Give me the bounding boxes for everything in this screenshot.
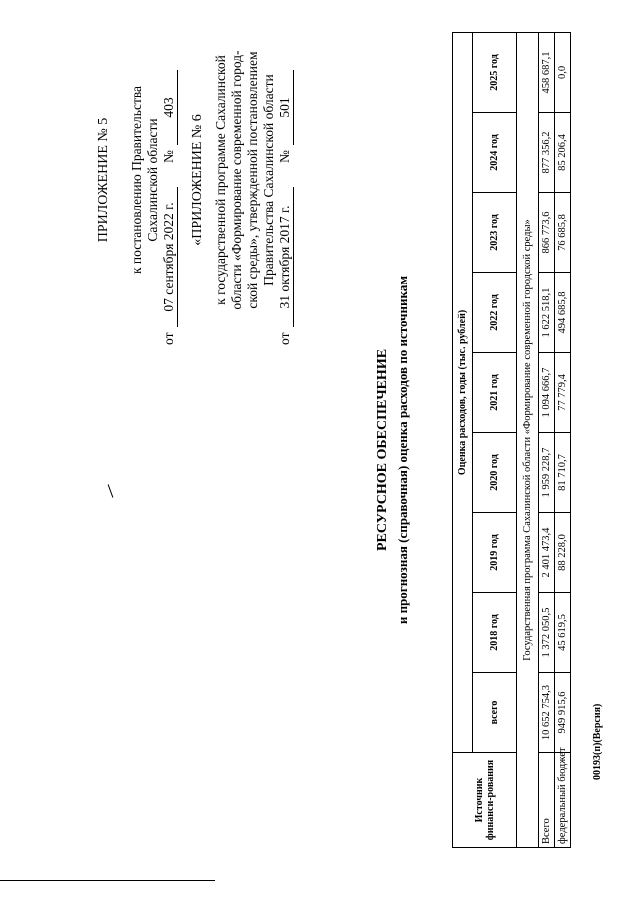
table-cell: 81 710,7 — [555, 433, 571, 513]
sig2-no-label: № — [277, 150, 292, 163]
resolution-signature — [161, 15, 179, 345]
source-header: Источник финанси-рования — [453, 753, 517, 848]
col-2019: 2019 год — [473, 513, 517, 593]
title-line-2: и прогнозная (справочная) оценка расходов по источникам — [395, 275, 410, 625]
col-2018: 2018 год — [473, 593, 517, 673]
table-cell: 2 401 473,4 — [539, 513, 555, 593]
sig1-from: от — [161, 332, 176, 345]
estimate-header: Оценка расходов, годы (тыс. рублей) — [453, 32, 473, 752]
sig2-from: от — [277, 332, 292, 345]
program-row: Государственная программа Сахалинской области «Формирование современной городской среды» — [517, 32, 539, 847]
table-cell: 0,0 — [555, 32, 571, 112]
table-cell: 77 779,4 — [555, 353, 571, 433]
scan-mark — [108, 484, 114, 497]
col-2021: 2021 год — [473, 353, 517, 433]
header-block — [95, 15, 292, 345]
appendix2-title: «ПРИЛОЖЕНИЕ № 6 — [190, 114, 205, 246]
table-cell: 1 372 050,5 — [539, 593, 555, 673]
sig1-no-label: № — [161, 150, 176, 163]
col-2020: 2020 год — [473, 433, 517, 513]
resolution-line-2: Сахалинской области — [145, 118, 160, 242]
table-cell: 1 622 518,1 — [539, 273, 555, 353]
resolution-line-1: к постановлению Правительства — [129, 85, 144, 275]
version-label: 00193(п)(Версия) — [592, 703, 603, 780]
table-cell: 1 094 666,7 — [539, 353, 555, 433]
table-row — [539, 32, 555, 847]
program-line-1: к государственной программе Сахалинской — [213, 55, 228, 305]
table-cell: 76 685,8 — [555, 193, 571, 273]
margin-line — [0, 880, 215, 881]
table-cell: 10 652 754,3 — [539, 673, 555, 753]
col-2022: 2022 год — [473, 273, 517, 353]
program-line-2: области «Формирование современной город- — [229, 50, 244, 310]
sig2-number: 501 — [277, 70, 294, 145]
col-total: всего — [473, 673, 517, 753]
appendix-title: ПРИЛОЖЕНИЕ № 5 — [96, 117, 111, 243]
table-cell: 85 206,4 — [555, 113, 571, 193]
table-cell: 494 685,8 — [555, 273, 571, 353]
title-line-1: РЕСУРСНОЕ ОБЕСПЕЧЕНИЕ — [375, 348, 390, 552]
table-cell: 45 619,5 — [555, 593, 571, 673]
table-cell: 866 773,6 — [539, 193, 555, 273]
resource-table — [452, 33, 571, 848]
table-cell: 949 915,6 — [555, 673, 571, 753]
table-cell: 1 959 228,7 — [539, 433, 555, 513]
col-2025: 2025 год — [473, 32, 517, 112]
table-cell: 88 228,0 — [555, 513, 571, 593]
program-signature — [277, 15, 295, 345]
col-2023: 2023 год — [473, 193, 517, 273]
program-line-4: Правительства Сахалинской области — [261, 74, 276, 286]
col-2024: 2024 год — [473, 113, 517, 193]
table-row — [555, 32, 571, 847]
program-line-3: ской среды», утвержденной постановлением — [245, 51, 260, 309]
row-label: Всего — [539, 753, 555, 848]
row-label: федеральный бюджет — [555, 753, 571, 848]
document-title — [375, 20, 415, 880]
sig1-number: 403 — [161, 70, 178, 145]
sig2-date: 31 октября 2017 г. — [277, 187, 294, 327]
sig1-date: 07 сентября 2022 г. — [161, 187, 178, 327]
table-cell: 458 687,1 — [539, 32, 555, 112]
table-cell: 877 356,2 — [539, 113, 555, 193]
expenses-table — [452, 32, 571, 848]
